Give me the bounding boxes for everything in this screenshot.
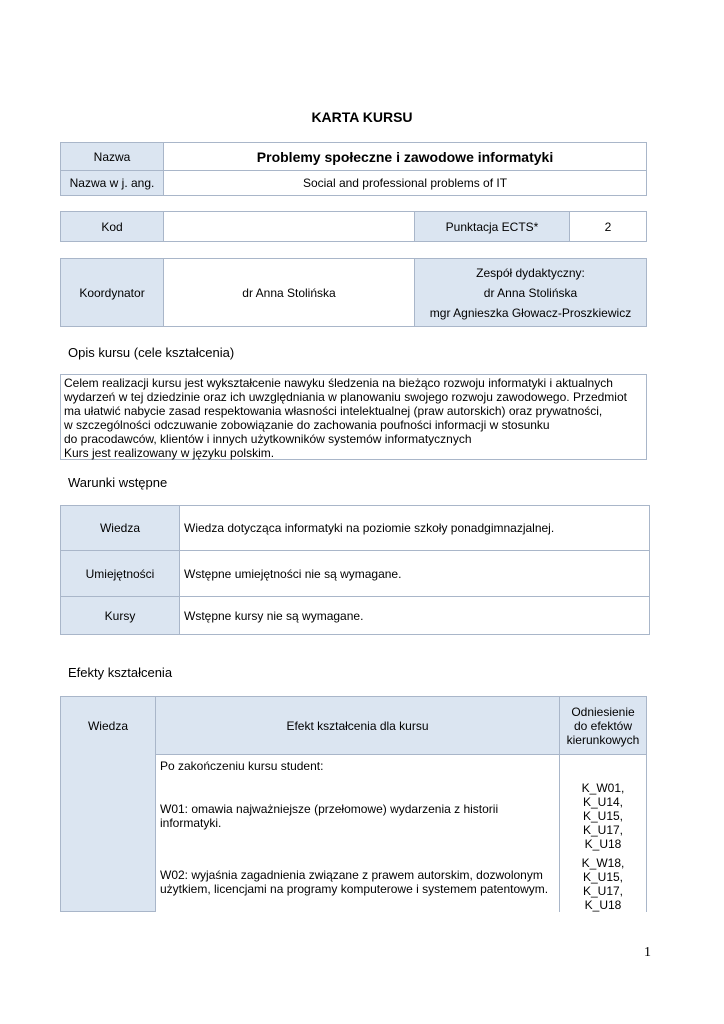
description-heading: Opis kursu (cele kształcenia) bbox=[68, 345, 235, 360]
reference-code: K_U17, bbox=[582, 823, 624, 837]
prereq-skills-label: Umiejętności bbox=[61, 551, 179, 596]
team-label: Zespół dydaktyczny: bbox=[476, 265, 585, 280]
outcome-line: W01: omawia najważniejsze (przełomowe) wydarzenia z historii bbox=[160, 802, 499, 816]
team-member: mgr Agnieszka Głowacz-Proszkiewicz bbox=[429, 305, 632, 320]
reference-code: K_W18, bbox=[581, 856, 625, 870]
outcome-line: użytkiem, licencjami na programy komputerowe i systemem patentowym. bbox=[160, 882, 549, 896]
outcomes-intro: Po zakończeniu kursu student: bbox=[160, 759, 324, 773]
prerequisites-heading: Warunki wstępne bbox=[68, 475, 168, 490]
effect-column-header: Efekt kształcenia dla kursu bbox=[156, 697, 559, 754]
reference-header-line: Odniesienie bbox=[571, 704, 635, 719]
outcome-w02-refs bbox=[560, 856, 646, 912]
prereq-knowledge-value: Wiedza dotycząca informatyki na poziomie szkoły ponadgimnazjalnej. bbox=[184, 521, 555, 535]
code-label: Kod bbox=[61, 212, 163, 241]
coordinator-label: Koordynator bbox=[61, 259, 163, 326]
code-value bbox=[164, 212, 414, 241]
outcome-w01 bbox=[160, 802, 498, 830]
coordinator-table bbox=[60, 258, 647, 327]
reference-code: K_U18 bbox=[584, 837, 622, 851]
prereq-courses-value: Wstępne kursy nie są wymagane. bbox=[184, 608, 364, 623]
outcome-line: informatyki. bbox=[160, 816, 222, 830]
outcomes-heading: Efekty kształcenia bbox=[68, 665, 173, 680]
page-number: 1 bbox=[644, 945, 651, 960]
course-name-en: Social and professional problems of IT bbox=[302, 176, 508, 190]
reference-header-line: do efektów bbox=[573, 718, 633, 733]
prereq-knowledge-label: Wiedza bbox=[61, 506, 179, 550]
ects-value: 2 bbox=[604, 219, 612, 234]
code-table bbox=[60, 211, 647, 242]
reference-code: K_U18 bbox=[584, 898, 622, 912]
ects-label: Punktacja ECTS* bbox=[415, 212, 569, 241]
description-line: Kurs jest realizowany w języku polskim. bbox=[64, 446, 275, 460]
name-label: Nazwa bbox=[61, 143, 163, 170]
prereq-courses-label: Kursy bbox=[61, 597, 179, 634]
reference-code: K_U14, bbox=[582, 795, 624, 809]
coordinator-value: dr Anna Stolińska bbox=[242, 285, 336, 300]
description-line: ma ułatwić nabycie zasad respektowania własności intelektualnej (praw autorskich) oraz prywatności, bbox=[64, 404, 603, 418]
reference-code: K_U15, bbox=[582, 809, 624, 823]
reference-code: K_W01, bbox=[581, 781, 625, 795]
description-line: w szczególności odczuwanie zobowiązanie do zachowania poufności informacji w stosunku bbox=[64, 418, 550, 432]
course-name-table bbox=[60, 142, 647, 196]
description-box bbox=[60, 374, 647, 460]
prerequisites-table bbox=[60, 505, 650, 635]
reference-code: K_U17, bbox=[582, 884, 624, 898]
course-name: Problemy społeczne i zawodowe informatyki bbox=[256, 148, 554, 165]
name-en-label: Nazwa w j. ang. bbox=[61, 171, 163, 195]
outcome-w01-refs bbox=[560, 781, 646, 851]
outcomes-category: Wiedza bbox=[87, 718, 128, 733]
team-member: dr Anna Stolińska bbox=[483, 285, 578, 300]
outcomes-table bbox=[60, 696, 647, 912]
outcome-w02 bbox=[160, 868, 548, 896]
prereq-skills-value: Wstępne umiejętności nie są wymagane. bbox=[184, 566, 402, 581]
outcome-line: W02: wyjaśnia zagadnienia związane z prawem autorskim, dozwolonym bbox=[160, 868, 543, 882]
description-line: do pracodawców, klientów i innych użytkowników systemów informatycznych bbox=[64, 432, 472, 446]
description-line: wydarzeń w tej dziedzinie oraz ich uwzględniania w planowaniu swojego rozwoju zawodowego. Przedmiot bbox=[64, 390, 627, 404]
page-title: KARTA KURSU bbox=[311, 109, 413, 125]
reference-code: K_U15, bbox=[582, 870, 624, 884]
reference-column-header bbox=[560, 697, 646, 754]
reference-header-line: kierunkowych bbox=[566, 732, 640, 747]
description-line: Celem realizacji kursu jest wykształcenie nawyku śledzenia na bieżąco rozwoju informatyki i aktualnych bbox=[64, 376, 613, 390]
teaching-team bbox=[415, 259, 646, 326]
